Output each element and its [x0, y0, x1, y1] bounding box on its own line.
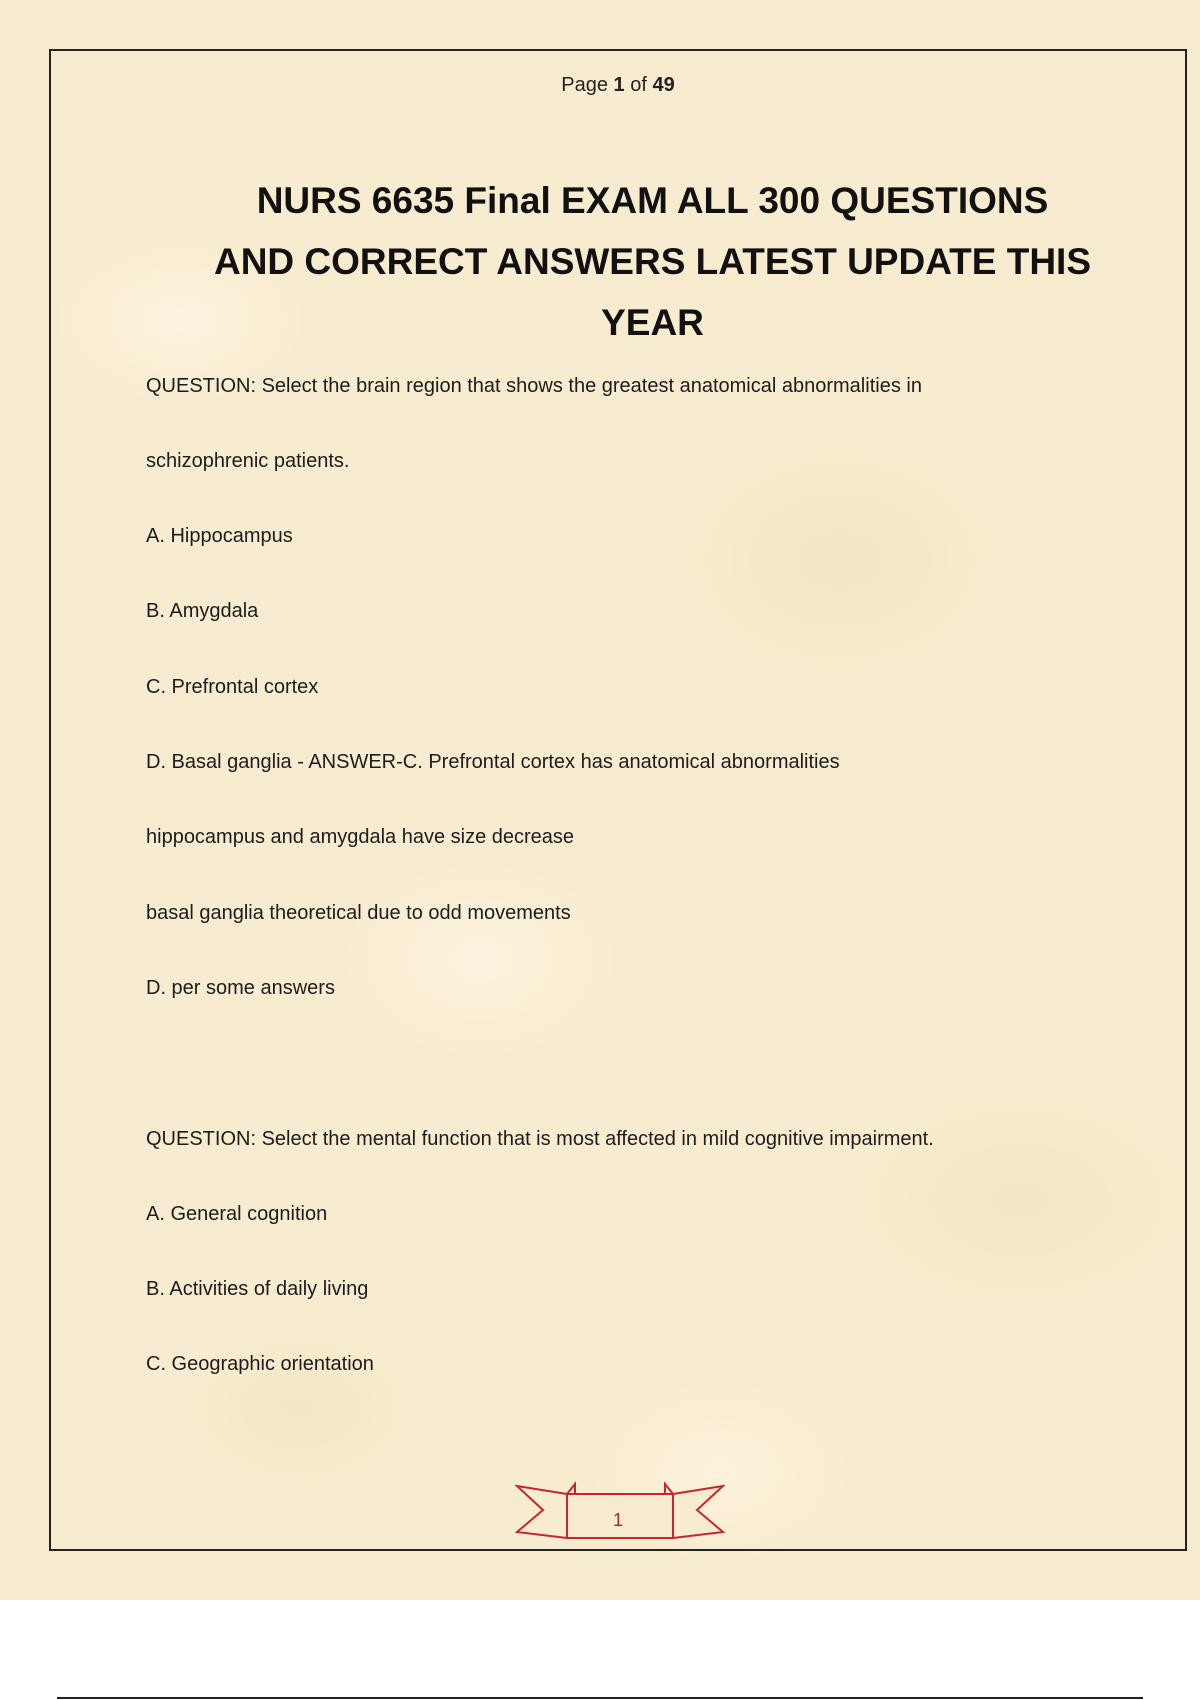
document-title — [200, 170, 1105, 353]
question-1-option-c: C. Prefrontal cortex — [146, 676, 319, 698]
current-page-number: 1 — [613, 74, 625, 96]
question-1-stem-line-1: QUESTION: Select the brain region that shows the greatest anatomical abnormalities in — [146, 375, 922, 397]
total-pages-number: 49 — [652, 74, 675, 96]
question-1-option-d-answer: D. Basal ganglia - ANSWER-C. Prefrontal cortex has anatomical abnormalities — [146, 751, 840, 773]
bottom-divider — [57, 1697, 1143, 1699]
question-1-stem-line-2: schizophrenic patients. — [146, 450, 350, 472]
page-label: Page — [561, 74, 608, 96]
of-label: of — [630, 74, 647, 96]
question-1-option-a: A. Hippocampus — [146, 525, 293, 547]
question-1-option-b: B. Amygdala — [146, 600, 259, 622]
page-counter — [0, 74, 1200, 97]
question-2-stem: QUESTION: Select the mental function that is most affected in mild cognitive impairment. — [146, 1128, 934, 1150]
question-1-explanation-2: basal ganglia theoretical due to odd movements — [146, 902, 571, 924]
question-2-option-c: C. Geographic orientation — [146, 1353, 374, 1375]
question-1-explanation-3: D. per some answers — [146, 977, 335, 999]
footer-page-number: 1 — [612, 1510, 623, 1530]
question-1-explanation-1: hippocampus and amygdala have size decrease — [146, 826, 575, 848]
question-2-option-a: A. General cognition — [146, 1203, 328, 1225]
question-2-option-b: B. Activities of daily living — [146, 1278, 369, 1300]
title-line-1: NURS 6635 Final EXAM ALL 300 QUESTIONS — [256, 180, 1049, 221]
title-line-3: YEAR — [601, 302, 704, 343]
title-line-2: AND CORRECT ANSWERS LATEST UPDATE THIS — [213, 241, 1092, 282]
